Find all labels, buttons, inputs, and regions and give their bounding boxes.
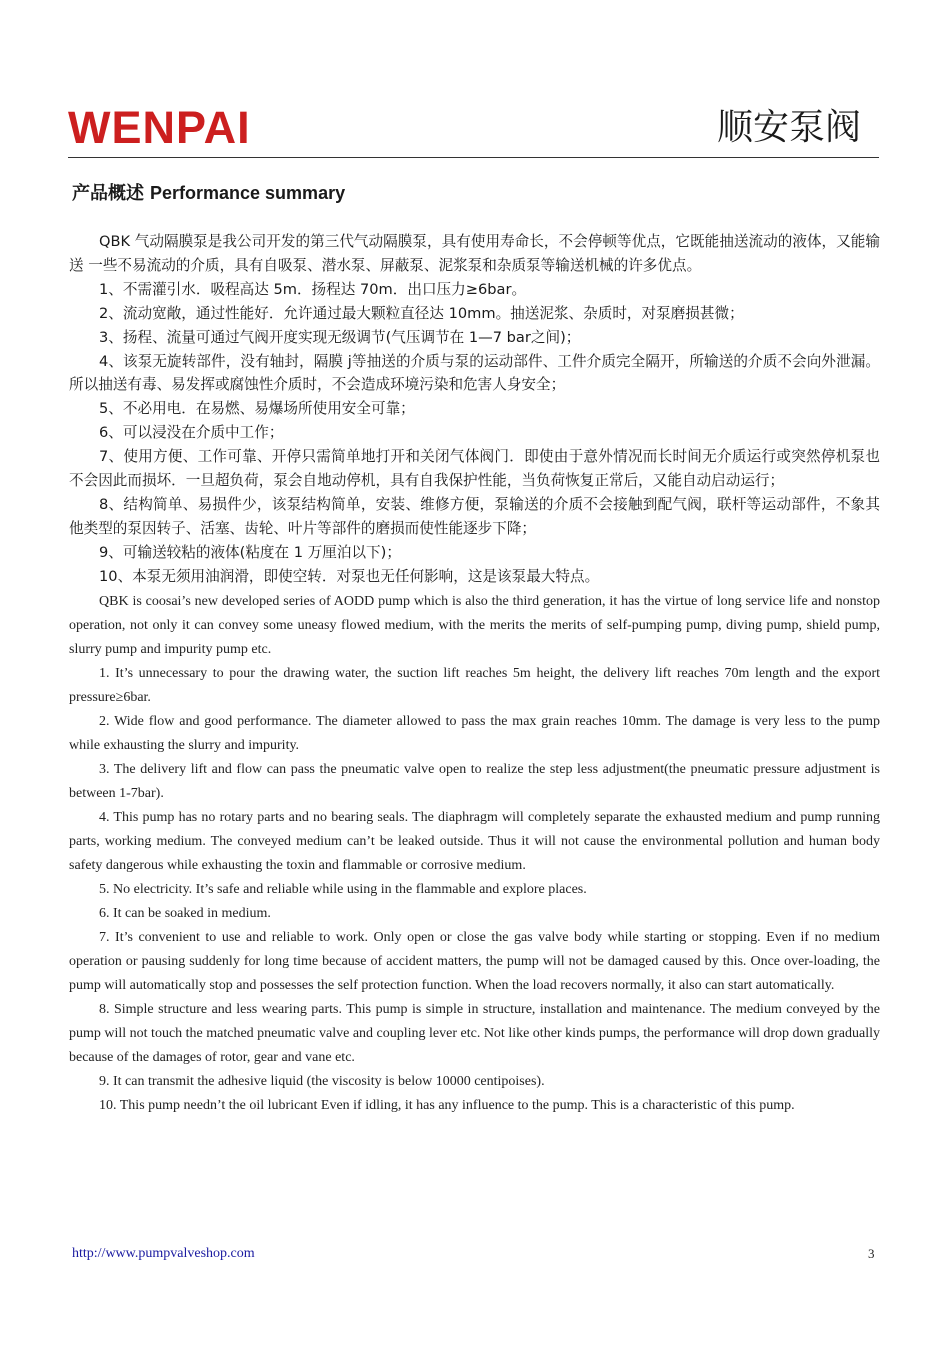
- en-feature-1: 1. It’s unnecessary to pour the drawing water, the suction lift reaches 5m height, the delivery lift reaches 70m length and the export pressure≥6bar.: [69, 665, 880, 705]
- en-feature-4: 4. This pump has no rotary parts and no bearing seals. The diaphragm will completely separate the exhausted medium and pump running parts, working medium. The conveyed medium can’t be leaked outside. Thus it will not cause the environmental pollution and human body safety dangerous while exhausting the toxin and flammable or corrosive medium.: [69, 809, 880, 873]
- en-feature-10: 10. This pump needn’t the oil lubricant Even if idling, it has any influence to the pump. This is a characteristic of this pump.: [99, 1097, 795, 1113]
- en-feature-5: 5. No electricity. It’s safe and reliable while using in the flammable and explore places.: [99, 881, 587, 897]
- en-feature-3: 3. The delivery lift and flow can pass the pneumatic valve open to realize the step less adjustment(the pneumatic pressure adjustment is between 1-7bar).: [69, 761, 880, 801]
- cn-feature-9: 9、可输送较粘的液体(粘度在 1 万厘泊以下)；: [99, 543, 401, 561]
- cn-feature-2: 2、流动宽敞，通过性能好．允许通过最大颗粒直径达 10mm。抽送泥浆、杂质时，对泵磨损甚微；: [99, 304, 744, 322]
- chinese-section: [69, 230, 880, 589]
- cn-feature-6: 6、可以浸没在介质中工作；: [99, 424, 284, 442]
- wenpai-logo: WENPAI: [68, 102, 251, 153]
- footer-website-link[interactable]: http://www.pumpvalveshop.com: [72, 1246, 255, 1261]
- page-number: 3: [868, 1246, 875, 1261]
- cn-intro-paragraph: QBK 气动隔膜泵是我公司开发的第三代气动隔膜泵，具有使用寿命长，不会停顿等优点，它既能抽送流动的液体，又能输送 一些不易流动的介质，具有自吸泵、潜水泵、屏蔽泵、泥浆泵和杂质泵等输送机械的许多优点。: [69, 233, 880, 274]
- page-header: [68, 102, 879, 158]
- en-feature-8: 8. Simple structure and less wearing parts. This pump is simple in structure, installation and maintenance. The medium conveyed by the pump will not touch the matched pneumatic valve and coupling lever etc. Not like other kinds pumps, the performance will drop down gradually because of the damages of rotor, gear and vane etc.: [69, 1001, 880, 1065]
- en-feature-7: 7. It’s convenient to use and reliable to work. Only open or close the gas valve body while starting or stopping. Even if no medium operation or pausing suddenly for long time because of accident matters, the pump will not be damaged caused by this. Once over-loading, the pump will automatically stop and possesses the self protection function. When the load recovers normally, it also can start automatically.: [69, 929, 880, 993]
- brand-name-cn: 顺安泵阀: [716, 107, 861, 148]
- en-feature-6: 6. It can be soaked in medium.: [99, 905, 271, 921]
- cn-feature-5: 5、不必用电．在易燃、易爆场所使用安全可靠；: [99, 400, 415, 418]
- english-section: [69, 590, 880, 1118]
- en-feature-9: 9. It can transmit the adhesive liquid (the viscosity is below 10000 centipoises).: [99, 1073, 545, 1089]
- en-feature-2: 2. Wide flow and good performance. The diameter allowed to pass the max grain reaches 10mm. The damage is very less to the pump while exhausting the slurry and impurity.: [69, 713, 880, 753]
- section-title-cn: 产品概述: [72, 183, 144, 204]
- document-body: [69, 230, 880, 1210]
- en-intro-paragraph: QBK is coosai’s new developed series of AODD pump which is also the third generation, it has the virtue of long service life and nonstop operation, not only it can convey some uneasy flowed medium, with the merits the merits of self-pumping pump, diving pump, shield pump, slurry pump and impurity pump etc.: [69, 593, 880, 657]
- cn-feature-4: 4、该泵无旋转部件，没有轴封，隔膜 j等抽送的介质与泵的运动部件、工件介质完全隔开，所输送的介质不会向外泄漏。所以抽送有毒、易发挥或腐蚀性介质时，不会造成环境污染和危害人身安全；: [69, 352, 880, 394]
- cn-feature-10: 10、本泵无须用油润滑，即使空转．对泵也无任何影响，这是该泵最大特点。: [99, 567, 600, 585]
- cn-feature-8: 8、结构简单、易损件少，该泵结构简单，安装、维修方便，泵输送的介质不会接触到配气阀，联杆等运动部件，不象其他类型的泵因转子、活塞、齿轮、叶片等部件的磨损而使性能逐步下降；: [69, 495, 880, 537]
- header-divider: [68, 157, 879, 158]
- section-title-en: Performance summary: [150, 183, 346, 203]
- section-title: [72, 181, 345, 206]
- cn-feature-3: 3、扬程、流量可通过气阀开度实现无级调节(气压调节在 1—7 bar之间)；: [99, 328, 581, 346]
- cn-feature-1: 1、不需灌引水．吸程高达 5m．扬程达 70m．出口压力≥6bar。: [99, 280, 527, 298]
- cn-feature-7: 7、使用方便、工作可靠、开停只需简单地打开和关闭气体阀门．即使由于意外情况而长时间无介质运行或突然停机泵也不会因此而损坏．一旦超负荷，泵会自地动停机，具有自我保护性能，当负荷恢复正常后，又能自动启动运行；: [69, 448, 880, 490]
